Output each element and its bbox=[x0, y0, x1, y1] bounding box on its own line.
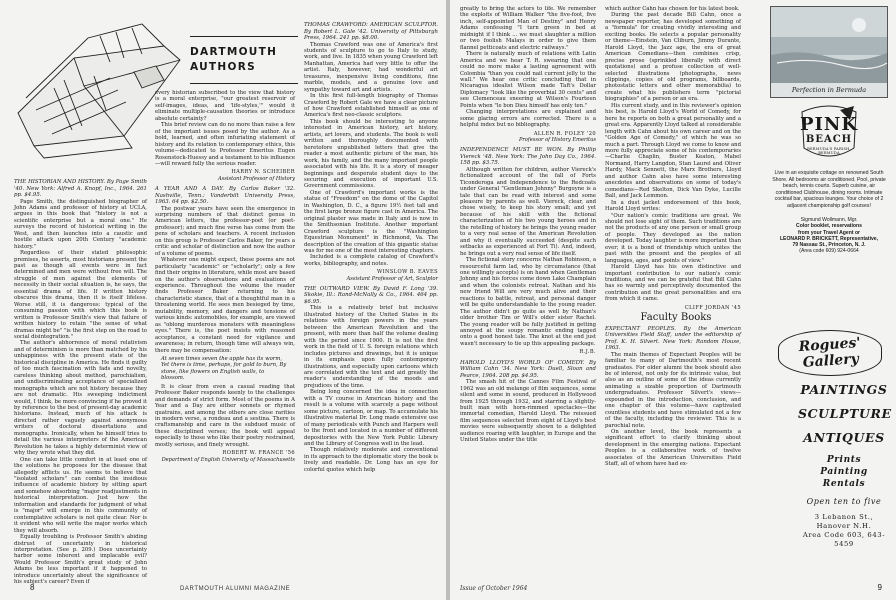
pink-beach-contact bbox=[770, 217, 888, 255]
review-paragraph: Although written for children, author Viereck's fictionalized account of the fall of Forts Ticonderoga and Independence to the Redcoats under General "Gentleman Johnny" Burgoyne is a tale that can be read with interest and some pleasure by parents as well. Viereck, clear, and chose wisely, to keep his story small; and yet because of his skill with the fictional characterization of his two young heroes and in the retelling of history he brings the young reader to a very real sense of the American Revolution and why it eventually succeeded (despite such setbacks as experienced at Fort Ti). And, indeed, he brings out a very real sense of life itself. bbox=[460, 166, 596, 257]
header-line-2: AUTHORS bbox=[190, 61, 256, 73]
verse-quote: At seven times seven the apple has its worm, Yet there is time, perhaps, for gold to burn, By stone, like flowers on English walls, to blossom. bbox=[161, 355, 287, 382]
reviewer-name: WINSLOW B. EAVES bbox=[376, 269, 438, 276]
rogues-gallery-services bbox=[798, 382, 890, 549]
review-paragraph: One can take little comfort in at least one of the solutions he proposes for the disease that allegedly afflicts us. He seems to believe that "isolated scholars" can combat the insidious influence of academic history by sitting apart and somehow absorbing "major readjustments in historical interpretation. Just how the information and standards for judgment of what is "major" will emerge in this community of contemplative scholars is not quite clear. Nor is it evident who will write the major works which they will absorb. bbox=[14, 456, 147, 534]
review-paragraph: One of Crawford's important works is the statue of "Freedom" on the dome of the Capitol in Washington, D. C., a figure 19½ feet tall and the first large bronze figure cast in America. The original plaster was made in Italy and is now in the Smithsonian Institute. Another important Crawford sculpture is the "Washington Equestrian Monument" in Richmond, Va. The description of the creation of this gigantic statue was for me one of the most interesting chapters. bbox=[304, 189, 438, 254]
review-paragraph: On another level, the book represents a significant effort to clarify thinking about development in the emerging nations. Expectant Peoples is a collaborative work of twelve associates of the American Universities Field Staff, all of whom have had ex- bbox=[605, 429, 741, 468]
reviewer-role: Department of English University of Massachusetts bbox=[161, 456, 295, 463]
issue-footer: Issue of October 1964 bbox=[460, 585, 528, 592]
pink-beach-ad bbox=[770, 102, 888, 328]
pink-beach-logo bbox=[794, 102, 864, 168]
review-paragraph: It is clear from even a casual reading that Professor Baker responds keenly to the challenges and demands of strict form. Most of the poems in A Year and a Day are either sonnets or rhymed quatrains, and among the others are close rarities in modern verse, a rondeau and a sestina. There is craftsmanship and care in the subdued music of these disciplined verses; the book will appeal especially to those who like their poetry restrained, mostly serious, and finely wrought. bbox=[155, 383, 295, 448]
review-paragraph: The postwar years have seen the emergence in surprising numbers of that distinct genus in American letters, the professor-poet (or poet-professor); and much fine verse has come from the pens of scholars and teachers. A recent inclusion on this group is Professor Carlos Baker, for years a critic and scholar of distinction and now the author of a volume of poems. bbox=[155, 205, 295, 257]
reviewer-signature bbox=[155, 450, 295, 463]
service-paintings: PAINTINGS bbox=[800, 382, 888, 397]
bermuda-shore-photo bbox=[771, 7, 887, 83]
review-paragraph: The author's abhorrence of moral relativism and of determinism is more than matched by his unhappiness with the present state of the historical discipline in America. He finds it guilty of too much fascination with fads and novelty, careless thinking about method, parochialism, and undiscriminating acceptance of specialized monographs which are not history because they are not dramatic. His sweeping indictment would, I think, be more convincing if he proved it by reference to the best of present-day academic historians. Instead, much of his attack is directed rather vaguely against anonymous writers of doctoral dissertations and monographs. Ironically, when he himself tries to detail the various interpreters of the American Revolution he takes a highly determinist view of why they wrote what they did. bbox=[14, 340, 147, 457]
page-number-left: 8 bbox=[30, 583, 35, 592]
review-paragraph: Though relatively moderate and conventional in its approach to the diplomatic story the book is lively and readable. Dr. Long has an eye for colorful quotes which help bbox=[304, 447, 438, 473]
review-paragraph: The smash hit of the Cannes Film Festival of 1962 was an old melange of film sequences, some silent and some in sound, produced in Hollywood from 1925 through 1932, and starring a slightly-built man with horn-rimmed spectacles—the immortal comedian, Harold Lloyd. The reissued film sequences selected from eight of Lloyd's best movies were subsequently shown to a delighted audience roaring with laughter, in Europe and the United States under the title bbox=[460, 379, 596, 444]
section-heading: Faculty Books bbox=[640, 312, 712, 324]
reviewer-name: ALLEN R. FOLEY '20 bbox=[533, 130, 596, 137]
review-paragraph: This brief review can do no more than raise a few of the important issues posed by the author. As a bold, learned, and often infuriating statement of history and its relation to contemporary ethics, this volume—dedicated to Professor Emeritus Eugen Rosenstock-Huessy and a testament to his influence—will reward fully the serious reader. bbox=[155, 122, 295, 167]
reviewer-role: Professor of History Emeritus bbox=[518, 136, 596, 143]
review-paragraph: During the past decade Bill Cahn, once a newspaper reporter, has developed something of a "formula" for creating vividly interesting and exciting books. He selects a popular personality or theme—Einstein, Van Cliburn, Jimmy Durante, Harold Lloyd, the Jazz age, the era of great American Comedians—then combines crisp, precise prose (sprinkled liberally with direct quotations) and a profuse collection of well-selected illustrations (photographs, news clippings, copies of old programs, billboards, photostatic letters and other memorabilia) to create what his publishers term "pictorial biographies" of a person or an era. bbox=[605, 12, 741, 103]
magazine-footer: DARTMOUTH ALUMNI MAGAZINE bbox=[180, 586, 291, 592]
review-paragraph: which author Cahn has chosen for his latest book. bbox=[605, 6, 740, 12]
reviewer-signature bbox=[460, 349, 596, 355]
gallery-hours: Open ten to five bbox=[806, 497, 882, 506]
reviewer-signature bbox=[460, 131, 596, 144]
review-paragraph: "Our nation's comic traditions are great. We should not lose sight of them. Such traditions are not the products of any one person or small group of people. They developed as the nation developed. Today laughter is more important than ever; it is a bond of friendship which unites the past with the present and the peoples of all languages, ages, and points of view." bbox=[605, 212, 741, 264]
service-antiques: ANTIQUES bbox=[803, 430, 885, 445]
reviewer-name: CLIFF JORDAN '45 bbox=[684, 304, 741, 311]
book-review-title: EXPECTANT PEOPLES. By the American Universities Field Staff, under the editorship of Prof. K. H. Silvert. New York: Random House, 1963. bbox=[605, 325, 741, 352]
book-review-title: THE HISTORIAN AND HISTORY. By Page Smith '40. New York: Alfred A. Knopf, Inc., 1964. 261 pp. $4.95. bbox=[14, 179, 147, 198]
reviewer-role: Assistant Professor of History bbox=[217, 175, 295, 182]
rep-phone: (Area code 609) 924-0664 bbox=[799, 248, 859, 255]
reviewer-role: Assistant Professor of Art, Sculptor bbox=[346, 275, 438, 282]
beach-logo-text: BEACH bbox=[805, 134, 853, 145]
book-review-title: THOMAS CRAWFORD: AMERICAN SCULPTOR. By Robert L. Gale '42. University of Pittsburgh Press, 1964. 241 pp. $8.00. bbox=[304, 22, 438, 41]
contact-name: Sigmund Wollmann, Mgr. bbox=[800, 217, 858, 223]
reviewer-signature bbox=[155, 169, 295, 182]
left-column-3 bbox=[304, 18, 438, 567]
review-paragraph: greatly to bring the actors to life. We remember the exploits of William Walker "the five-foot, five inch, self-appointed Man of Destiny" and Henry Adams confessing "I turn green in bed at midnight if I think ... we must slaughter a million or two foolish Malays in order to give them flannel petticoats and electric railways." bbox=[460, 6, 596, 51]
book-review-title: A YEAR AND A DAY. By Carlos Baker '32. Nashville, Tenn.: Vanderbilt University Press, 1963. 64 pp. $2.50. bbox=[155, 186, 295, 206]
header-line-1: DARTMOUTH bbox=[190, 46, 278, 58]
section-header bbox=[190, 36, 298, 84]
gallery-address: 3 Lebanon St., Hanover N.H. bbox=[814, 513, 874, 530]
right-column-1 bbox=[460, 6, 596, 566]
book-review-title: INDEPENDENCE MUST BE WON. By Phillip Viereck '48. New York: The John Day Co., 1964. 158 pp. $3.75. bbox=[460, 147, 596, 167]
reviewer-name: R.J.B. bbox=[579, 349, 596, 356]
review-paragraph: Included is a complete catalog of Crawford's works, bibliography, and notes. bbox=[304, 254, 438, 267]
review-paragraph: The main themes of Expectant Peoples will be familiar to many of Dartmouth's most recent graduates. For older alumni the book should also be of interest, not only for its intrinsic value, but also as an outline of some of the ideas currently animating a sizable proportion of Dartmouth undergraduates. Professor Silvert's views—expounded in the introduction, conclusion, and one chapter of this volume—have captivated countless students and have stimulated not a few of the faculty, including the reviewer. This is a parochial note. bbox=[605, 351, 741, 429]
contact-line-3: from your Travel Agent or bbox=[797, 229, 861, 236]
left-page bbox=[0, 0, 446, 600]
review-paragraph: Page Smith, the distinguished biographer of John Adams and professor of history at UCLA, argues in this book that "history is not a scientific enterprise but a moral one." He surveys the record of historical writing in the West, and then launches into a caustic and hostile attack upon 20th Century "academic history." bbox=[14, 198, 147, 250]
pink-logo-text: PINK bbox=[799, 114, 859, 135]
right-page bbox=[450, 0, 896, 600]
extra-prints: Prints bbox=[826, 455, 862, 465]
book-review-title: HAROLD LLOYD'S WORLD OF COMEDY. By William Cahn '34. New York: Duell, Sloan and Pearce, 1964. 208 pp. $4.95. bbox=[460, 359, 596, 379]
reviewer-name: ROBERT W. FRANCE '56 bbox=[222, 450, 295, 457]
review-paragraph: Whatever one might expect, these poems are not particularly "academic" or "scholarly"; only a few find their origins in literature, while most are based on the author's observations and evaluations of experience. Throughout the volume the reader finds Professor Baker returning to his characteristic stance, that of a thoughtful man in a threatening world. He sees men besieged by time, mutability, memory, and dangers and tensions of various kinds: automobiles, for example, are viewed as "oblong murderous monsters with meaningless eyes." There is, the poet insists with reasoned acceptance, a constant need for vigilance and awareness; in return, though time will always win, there may be compensation: bbox=[155, 257, 296, 354]
reviewer-name: HARRY N. SCHEIBER bbox=[231, 169, 295, 176]
left-column-2 bbox=[155, 90, 295, 567]
review-paragraph: The fictional story concerns Nathan Robinson, a resourceful farm lad, who by circumstance (that one willingly accepts) is on hand when Gentleman Johnny and his forces come down Lake Champlain and when the colonists retreat. Nathan and his new friend Will are very much alive and their reactions to battle, retreat, and personal danger will be quite understandable to the young reader. The author didn't go quite as well by Nathan's older brother Tim or Will's older sister Rachel. The young reader will be fully justified in getting annoyed at the soupy romantic ending tagged onto a good honest tale. The knot at the end just wasn't necessary to tie up this appealing package. bbox=[460, 257, 596, 347]
review-paragraph: There is naturally much of relations with Latin America and we hear T. R. swearing that one could no more make a lasting agreement with Colombia "than you could nail current jelly to the wall." We hear one critic concluding that in Nicaragua idealist Wilson made Taft's Dollar Diplomacy "look like the proverbial 30 cents" and see Clemenceau sneering at Wilson's Fourteen Points when "le bon Dieu himself has only ten." bbox=[460, 51, 596, 109]
rep-address: 79 Nassau St., Princeton, N. J. bbox=[792, 242, 866, 249]
review-paragraph: This book should be interesting to anyone interested in American history, art history, artists, art lovers, and students. The book is well written and thoroughly documented with heretofore unpublished letters that give the reader a most authentic picture of the man, his work, his family, and the many important people associated with his life. It is a story of meager beginnings and desperate student days to the securing and execution of important U.S. Government commissions. bbox=[304, 118, 438, 190]
review-paragraph: This is a relatively brief but inclusive illustrated history of the United States in its relations with foreign powers in the years between the American Revolution and the present, with more than half the volume dealing with the period since 1900. It is not the first work in the field of U. S. foreign relations which includes pictures and drawings, but it is unique in its emphasis upon fully contemporary illustrations, and especially upon cartoons which are correlated with the text and aid greatly the reader's understanding of the moods and prejudices of the time. bbox=[304, 305, 438, 389]
rogues-gallery-logo-text: Rogues' Gallery bbox=[798, 334, 862, 371]
rep-name: LEONARD P. BRICKETT, Representative, bbox=[779, 235, 879, 242]
review-paragraph: His current study, and in this reviewer's opinion his best, is Harold Lloyd's World of Comedy, for here he reports on both a great personality and a great era. Apparently Lloyd talked at considerable length with Cahn about his own career and on the "Golden Age of Comedy," of which he was so much a part. Through Lloyd we come to know and more fully appreciate some of his contemporaries—Charlie Chaplin, Buster Keaton, Mabel Normand, Harry Langdon, Stan Laurel and Oliver Hardy, Mack Sennett, the Marx Brothers, Lloyd and author Cahn also have some interesting anecdotes and observations on some of today's comedians—Red Skelton, Dick Van Dyke, Lucille Ball, and Jack Lemmon. bbox=[605, 102, 741, 200]
contact-line-2: Color booklet, reservations bbox=[796, 223, 862, 230]
review-paragraph: In this first full-length biography of Thomas Crawford by Robert Gale we have a clear picture of how Crawford established himself as one of America's first neo-classic sculptors. bbox=[304, 93, 438, 119]
bermuda-ad bbox=[770, 6, 888, 98]
review-paragraph: Harold Lloyd has his own distinctive and important contribution to our nation's comic traditions, and we can be grateful that Bill Cahn has so warmly and perceptively documented the contribution and the great personalities and era from which it came. bbox=[605, 264, 741, 303]
review-paragraph: In a dust jacket endorsement of this book, Harold Lloyd writes: bbox=[605, 199, 741, 213]
review-paragraph: Equally troubling is Professor Smith's abiding distrust of uncertainty in historical interpretation. (See p. 209.) Does uncertainty harbor some inherent and implacable evil? Would Professor Smith's great study of John Adams be less important if it happened to introduce uncertainty about the significance of his subject's career? Even if bbox=[14, 534, 147, 586]
left-column-1 bbox=[14, 175, 147, 586]
pink-logo-ring-text: BERMUDA'S PARISH, BERMUDA bbox=[807, 147, 851, 155]
review-paragraph: Changing interpretations are explained and some glaring errors are corrected. There is a helpful index but no bibliography. bbox=[460, 109, 596, 129]
review-paragraph: every historian subscribed to the view that history is a moral enterprise, "our greatest reservoir of self-images, ideas, and 'life-styles,'" would it eliminate multiple-causation theories or introduce absolute certainty? bbox=[155, 90, 295, 122]
gallery-phone: Area Code 603, 643-5459 bbox=[802, 531, 886, 548]
bermuda-caption: Perfection in Bermuda bbox=[791, 86, 867, 94]
pink-beach-body: Live in an exquisite cottage on renowned South Shore. All bedrooms air conditioned. Pool, private beach, tennis courts. Superb cuisine, air conditioned Clubhouse, dining rooms. Intimate cocktail bar, spacious lounges. Your choice of 2 adjacent championship golf courses! bbox=[772, 170, 886, 209]
review-paragraph: Thomas Crawford was one of America's first students of sculpture to go to Italy to study, work, and live. In 1835 when young Crawford left Manhattan, America had very little to offer the artist. Italy, however, had wonderful art treasures, inexpensive living conditions, fine marble, models, and a genuine love and sympathy toward art and artists. bbox=[304, 41, 438, 93]
page-number-right: 9 bbox=[877, 583, 882, 592]
review-paragraph: Being long concerned the idea in connection with a TV course in American history and the result is a volume with scarcely a page without some picture, cartoon, or map. To accumulate his illustrative material Dr. Long made extensive use of many periodicals with Punch and Harpers well to the front and located in a number of different depositories with the New York Public Library and the Library of Congress well in the lead. bbox=[304, 389, 438, 447]
reviewer-signature bbox=[605, 305, 741, 311]
service-sculpture: SCULPTURE bbox=[798, 406, 892, 421]
book-review-title: THE OUTWARD VIEW. By David F. Long '39. Skokie, Ill.: Rand-McNally & Co., 1964. 464 pp. $6.95. bbox=[304, 285, 438, 305]
rogues-gallery-logo bbox=[778, 330, 882, 376]
reviewer-signature bbox=[304, 269, 438, 282]
right-column-2 bbox=[605, 6, 741, 584]
extra-rentals: Painting Rentals bbox=[820, 467, 868, 489]
review-paragraph: Regardless of their stated philosophic premises, he asserts, most historians present the past as though all events were in fact determined and men were without free will. The struggle of men against the elements of necessity in their social situation is, he says, the essential drama of life. If written history obscures this drama, then it is itself lifeless. Worse still, it is dangerous: typical of the consuming passion with which this book is written is Professor Smith's view that failure of written history to retain "the sense of what dramas might be" "is the first step on the road to social disintegration." bbox=[14, 250, 147, 341]
